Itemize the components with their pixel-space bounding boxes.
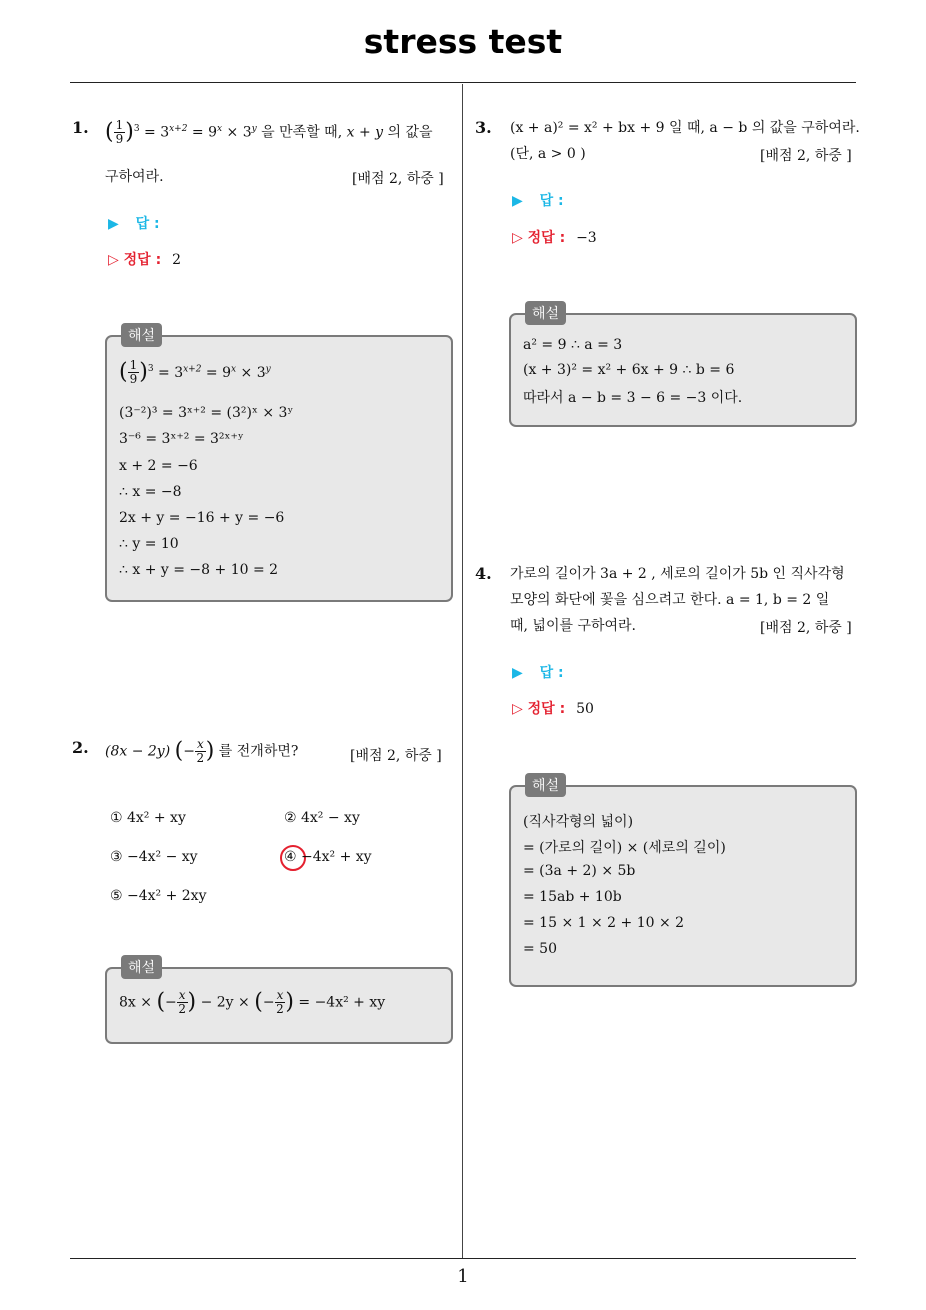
question-text: 가로의 길이가 3a + 2 , 세로의 길이가 5b 인 직사각형 [510, 566, 845, 582]
choice-5[interactable]: ⑤ −4x² + 2xy [110, 888, 207, 904]
choice-2[interactable]: ② 4x² − xy [284, 810, 360, 826]
question-text-line2: 모양의 화단에 꽃을 심으려고 한다. a = 1, b = 2 일 [510, 592, 830, 608]
explanation-line: ∴ x + y = −8 + 10 = 2 [119, 562, 279, 578]
explanation-line: (직사각형의 넓이) [523, 814, 634, 830]
explanation-box [509, 778, 857, 987]
choice-4[interactable]: ④ −4x² + xy [284, 849, 372, 865]
explanation-tag: 해설 [525, 301, 566, 325]
explanation-tag: 해설 [121, 323, 162, 347]
choice-1[interactable]: ① 4x² + xy [110, 810, 186, 826]
score-meta: [배점 2, 하중 ] [760, 620, 852, 636]
correct-answer-row: ▷ 정답 : 50 [512, 701, 594, 717]
play-outline-icon: ▷ [512, 701, 523, 717]
top-rule [70, 82, 856, 83]
explanation-tag: 해설 [525, 773, 566, 797]
play-icon: ▶ [512, 665, 523, 681]
explanation-line: = (3a + 2) × 5b [523, 863, 636, 879]
explanation-line: ( $\frac{1}{9}$ )$^3 = 3^{x+2} = 9^x \times 3^y$ [119, 358, 271, 386]
explanation-line: 8x × (− $\frac{x}{2}$ ) − 2y × (− $\frac{x}{2}$ ) = −4x² + xy [119, 988, 386, 1016]
page-title: stress test [363, 22, 563, 61]
play-outline-icon: ▷ [512, 230, 523, 246]
question-text: (8x − 2y) (− $\frac{x}{2}$ ) 를 전개하면? [105, 737, 299, 765]
question-number: 1. [72, 118, 89, 137]
answer-row: ▶ 답 : [512, 665, 564, 681]
question-text-line3: 때, 넓이를 구하여라. [510, 618, 636, 634]
choice-3[interactable]: ③ −4x² − xy [110, 849, 198, 865]
question-number: 4. [475, 564, 492, 583]
explanation-line: a² = 9 ∴ a = 3 [523, 337, 623, 353]
explanation-line: = 15ab + 10b [523, 889, 622, 905]
play-outline-icon: ▷ [108, 252, 119, 268]
page-number: 1 [457, 1266, 469, 1287]
explanation-box [105, 328, 453, 602]
explanation-line: 2x + y = −16 + y = −6 [119, 510, 285, 526]
explanation-line: = 15 × 1 × 2 + 10 × 2 [523, 915, 685, 931]
explanation-line: 따라서 a − b = 3 − 6 = −3 이다. [523, 390, 743, 406]
explanation-line: = (가로의 길이) × (세로의 길이) [523, 840, 726, 856]
play-icon: ▶ [108, 216, 119, 232]
play-icon: ▶ [512, 193, 523, 209]
score-meta: [배점 2, 하중 ] [350, 748, 442, 764]
explanation-tag: 해설 [121, 955, 162, 979]
question-number: 2. [72, 738, 89, 757]
question-text-line2: 구하여라. [105, 169, 164, 185]
question-text: ( $\frac{1}{9}$ )$^3 = 3^{x+2} = 9^x \times 3^y$ 을 만족할 때, x + y 의 값을 [105, 118, 433, 147]
explanation-line: x + 2 = −6 [119, 458, 198, 474]
correct-answer-row: ▷ 정답 : 2 [108, 252, 181, 268]
bottom-rule [70, 1258, 856, 1259]
question-text: (x + a)² = x² + bx + 9 일 때, a − b 의 값을 구하여라. [510, 120, 860, 136]
correct-answer-row: ▷ 정답 : −3 [512, 230, 597, 246]
question-number: 3. [475, 118, 492, 137]
explanation-line: 3⁻⁶ = 3ˣ⁺² = 3²ˣ⁺ʸ [119, 431, 244, 447]
explanation-line: (3⁻²)³ = 3ˣ⁺² = (3²)ˣ × 3ʸ [119, 405, 294, 421]
explanation-line: ∴ y = 10 [119, 536, 179, 552]
explanation-line: ∴ x = −8 [119, 484, 182, 500]
question-text-line2: (단, a > 0 ) [510, 146, 586, 162]
explanation-box [509, 306, 857, 427]
explanation-line: = 50 [523, 941, 557, 957]
answer-row: ▶ 답 : [512, 193, 564, 209]
explanation-box [105, 960, 453, 1044]
score-meta: [배점 2, 하중 ] [352, 171, 444, 187]
explanation-line: (x + 3)² = x² + 6x + 9 ∴ b = 6 [523, 362, 735, 378]
answer-row: ▶ 답 : [108, 216, 160, 232]
column-divider [462, 84, 463, 1258]
score-meta: [배점 2, 하중 ] [760, 148, 852, 164]
